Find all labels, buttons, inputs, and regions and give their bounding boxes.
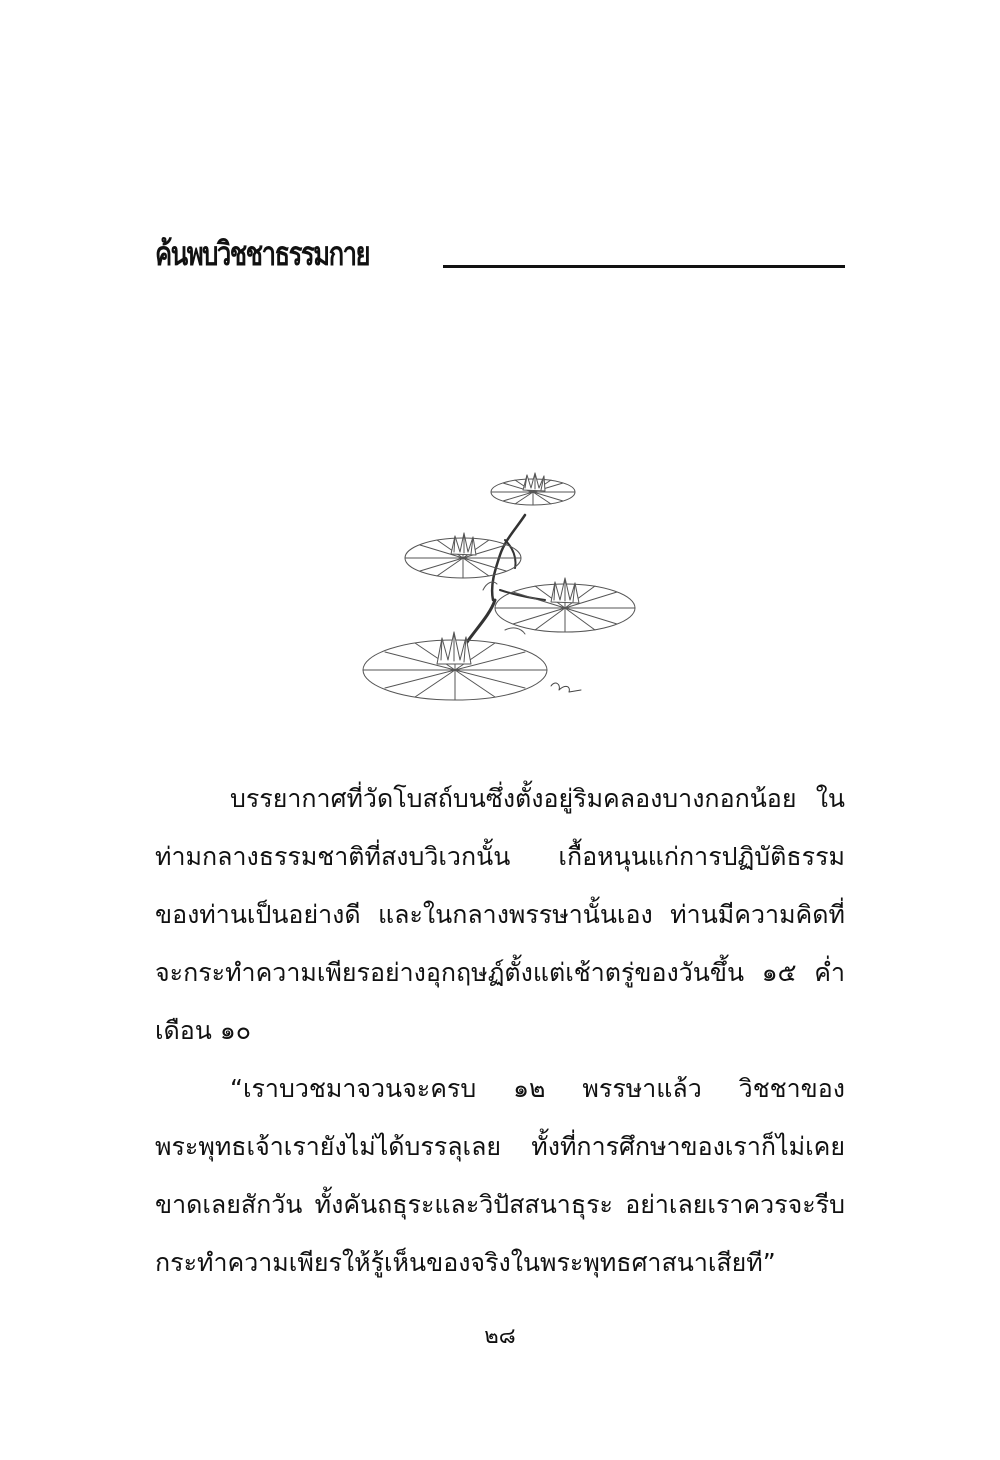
paragraph-2: “เราบวชมาจวนจะครบ ๑๒ พรรษาแล้ว วิชชาของพระพุทธเจ้าเรายังไม่ได้บรรลุเลย ทั้งที่การศึกษาของเราก็ไม่เคยขาดเลยสักวัน ทั้งคันถธุระและวิปัสสนาธุระ อย่าเลยเราควรจะรีบกระทำความเพียรให้รู้เห็นของจริงในพระพุทธศาสนาเสียที” <box>155 1074 845 1277</box>
paragraph-1: บรรยากาศที่วัดโบสถ์บนซึ่งตั้งอยู่ริมคลองบางกอกน้อย ในท่ามกลางธรรมชาติที่สงบวิเวกนั้น เกื้อหนุนแก่การปฏิบัติธรรมของท่านเป็นอย่างดี และในกลางพรรษานั้นเอง ท่านมีความคิดที่จะกระทำความเพียรอย่างอุกฤษฏ์ตั้งแต่เช้าตรู่ของวันขึ้น ๑๕ ค่ำเดือน ๑๐ <box>155 784 845 1045</box>
lotus-illustration <box>355 470 645 715</box>
chapter-header <box>155 232 845 282</box>
body-text <box>155 770 845 1292</box>
page-number: ๒๘ <box>484 1324 516 1349</box>
header-rule <box>443 265 845 268</box>
chapter-title: ค้นพบวิชชาธรรมกาย <box>155 234 370 273</box>
lotus-icon <box>355 470 645 715</box>
